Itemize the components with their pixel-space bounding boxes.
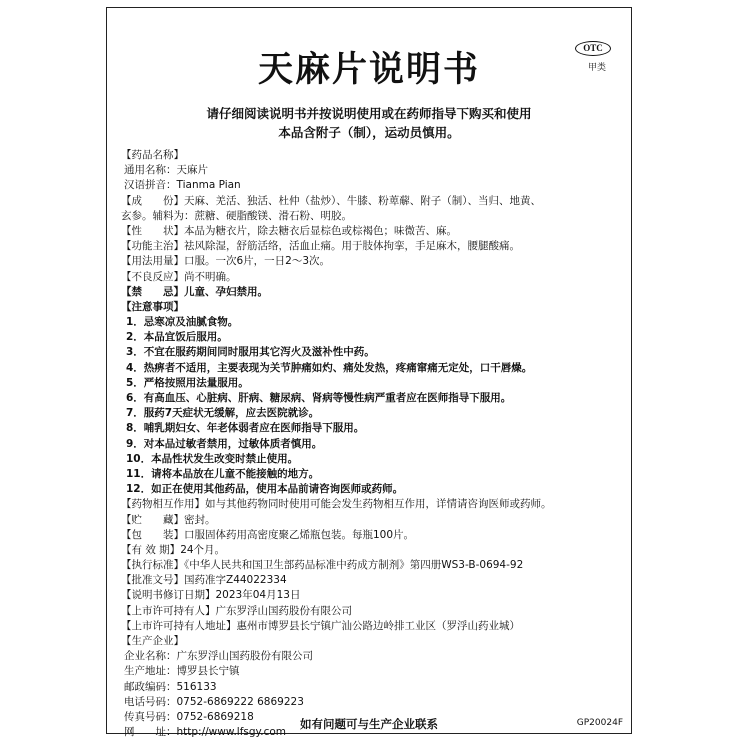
indication-value: 祛风除湿，舒筋活络，活血止痛。用于肢体拘挛，手足麻木，腰腿酸痛。 xyxy=(184,240,520,253)
precaution-item: 11．请将本品放在儿童不能接触的地方。 xyxy=(126,467,320,480)
athlete-warning: 本品含附子（制），运动员慎用。 xyxy=(278,125,460,140)
appearance-row xyxy=(121,224,621,239)
precaution-item: 7．服药7天症状无缓解，应去医院就诊。 xyxy=(126,407,320,420)
approval-row xyxy=(121,573,621,588)
holder-address-row xyxy=(121,619,621,634)
adverse-value: 尚不明确。 xyxy=(184,270,237,283)
approval-label: 【批准文号】 xyxy=(121,574,184,587)
phone-label: 电话号码： xyxy=(124,695,177,708)
precautions-header: 【注意事项】 xyxy=(121,300,184,313)
generic-name-value: 天麻片 xyxy=(176,164,208,177)
precaution-item: 5．严格按照用法量服用。 xyxy=(126,376,249,389)
precaution-item: 10．本品性状发生改变时禁止使用。 xyxy=(126,452,299,465)
address-value: 博罗县长宁镇 xyxy=(176,665,240,678)
postcode-label: 邮政编码： xyxy=(124,680,177,693)
ingredients-value: 天麻、羌活、独活、杜仲（盐炒）、牛膝、粉萆薢、附子（制）、当归、地黄、 xyxy=(184,194,541,207)
validity-label: 【有 效 期】 xyxy=(121,543,181,556)
interaction-value: 如与其他药物同时使用可能会发生药物相互作用，详情请咨询医师或药师。 xyxy=(205,498,552,511)
fax-value: 0752-6869218 xyxy=(176,710,254,723)
adverse-row xyxy=(121,270,621,285)
address-label: 生产地址： xyxy=(124,665,177,678)
ingredients-row xyxy=(121,194,621,209)
dosage-label: 【用法用量】 xyxy=(121,255,184,268)
precaution-item: 12．如正在使用其他药品，使用本品前请咨询医师或药师。 xyxy=(126,483,404,496)
leaflet-sheet xyxy=(106,7,632,739)
ingredients-row-continued: 玄参。辅料为：蔗糖、硬脂酸镁、滑石粉、明胶。 xyxy=(121,209,352,222)
dosage-row xyxy=(121,254,621,269)
standard-row xyxy=(121,558,621,573)
contraindication-row xyxy=(121,285,621,300)
precaution-item: 4．热痹者不适用，主要表现为关节肿痛如灼、痛处发热，疼痛窜痛无定处，口干唇燥。 xyxy=(126,361,533,374)
precaution-item: 1．忌寒凉及油腻食物。 xyxy=(126,316,239,329)
company-row xyxy=(121,649,621,664)
adverse-label: 【不良反应】 xyxy=(121,270,184,283)
website-value: http://www.lfsgy.com xyxy=(176,726,287,739)
phone-row xyxy=(121,695,621,710)
page-title: 天麻片说明书 xyxy=(257,50,480,90)
precaution-item: 2．本品宜饭后服用。 xyxy=(126,331,228,344)
address-row xyxy=(121,664,621,679)
appearance-value: 本品为糖衣片，除去糖衣后显棕色或棕褐色；味微苦、麻。 xyxy=(184,224,457,237)
ingredients-label: 【成 份】 xyxy=(121,194,184,207)
validity-value: 24个月。 xyxy=(180,543,226,556)
storage-row xyxy=(121,513,621,528)
indication-row xyxy=(121,239,621,254)
pinyin-row xyxy=(121,178,621,193)
postcode-value: 516133 xyxy=(176,680,217,693)
usage-notice: 请仔细阅读说明书并按说明使用或在药师指导下购买和使用 xyxy=(206,106,532,121)
otc-class-label: 甲类 xyxy=(587,63,606,73)
manufacturer-header: 【生产企业】 xyxy=(121,635,184,647)
package-value: 口服固体药用高密度聚乙烯瓶包装。每瓶100片。 xyxy=(184,528,415,541)
precaution-item: 9．对本品过敏者禁用，过敏体质者慎用。 xyxy=(126,437,323,450)
approval-value: 国药准字Z44022334 xyxy=(184,574,287,587)
postcode-row xyxy=(121,680,621,695)
holder-row xyxy=(121,604,621,619)
revision-label: 【说明书修订日期】 xyxy=(121,589,216,602)
revision-row xyxy=(121,588,621,603)
print-code: GP20024F xyxy=(576,718,623,728)
standard-value: 《中华人民共和国卫生部药品标准中药成方制剂》第四册WS3-B-0694-92 xyxy=(184,559,524,572)
appearance-label: 【性 状】 xyxy=(121,224,184,237)
company-value: 广东罗浮山国药股份有限公司 xyxy=(176,650,313,663)
dosage-value: 口服。一次6片，一日2～3次。 xyxy=(184,255,331,268)
precaution-item: 8．哺乳期妇女、年老体弱者应在医师指导下服用。 xyxy=(126,422,365,435)
standard-label: 【执行标准】 xyxy=(121,559,184,572)
fax-label: 传真号码： xyxy=(124,710,177,723)
holder-address-value: 惠州市博罗县长宁镇广汕公路边岭排工业区（罗浮山药业城） xyxy=(236,619,520,632)
precaution-item: 3．不宜在服药期间同时服用其它泻火及滋补性中药。 xyxy=(126,346,375,359)
indication-label: 【功能主治】 xyxy=(121,240,184,253)
section-drug-name-header: 【药品名称】 xyxy=(121,149,184,161)
holder-label: 【上市许可持有人】 xyxy=(121,604,216,617)
pinyin-label: 汉语拼音： xyxy=(124,179,177,192)
interaction-row xyxy=(121,497,621,512)
contraindication-value: 儿童、孕妇禁用。 xyxy=(184,285,268,298)
contraindication-label: 【禁 忌】 xyxy=(121,285,184,298)
validity-row xyxy=(121,543,621,558)
storage-value: 密封。 xyxy=(184,513,216,526)
package-row xyxy=(121,528,621,543)
company-label: 企业名称： xyxy=(124,650,177,663)
storage-label: 【贮 藏】 xyxy=(121,513,184,526)
package-label: 【包 装】 xyxy=(121,528,184,541)
revision-value: 2023年04月13日 xyxy=(215,589,301,602)
interaction-label: 【药物相互作用】 xyxy=(121,498,205,511)
holder-address-label: 【上市许可持有人地址】 xyxy=(121,619,237,632)
holder-value: 广东罗浮山国药股份有限公司 xyxy=(215,604,352,617)
pinyin-value: Tianma Pian xyxy=(176,179,241,192)
phone-value: 0752-6869222 6869223 xyxy=(176,695,304,708)
contact-footer: 如有问题可与生产企业联系 xyxy=(300,717,438,731)
generic-name-label: 通用名称： xyxy=(124,164,177,177)
leaflet-body xyxy=(121,148,621,740)
precaution-item: 6．有高血压、心脏病、肝病、糖尿病、肾病等慢性病严重者应在医师指导下服用。 xyxy=(126,392,512,404)
otc-badge-icon: OTC xyxy=(575,41,611,56)
generic-name-row xyxy=(121,163,621,178)
website-label: 网 址： xyxy=(124,726,177,739)
